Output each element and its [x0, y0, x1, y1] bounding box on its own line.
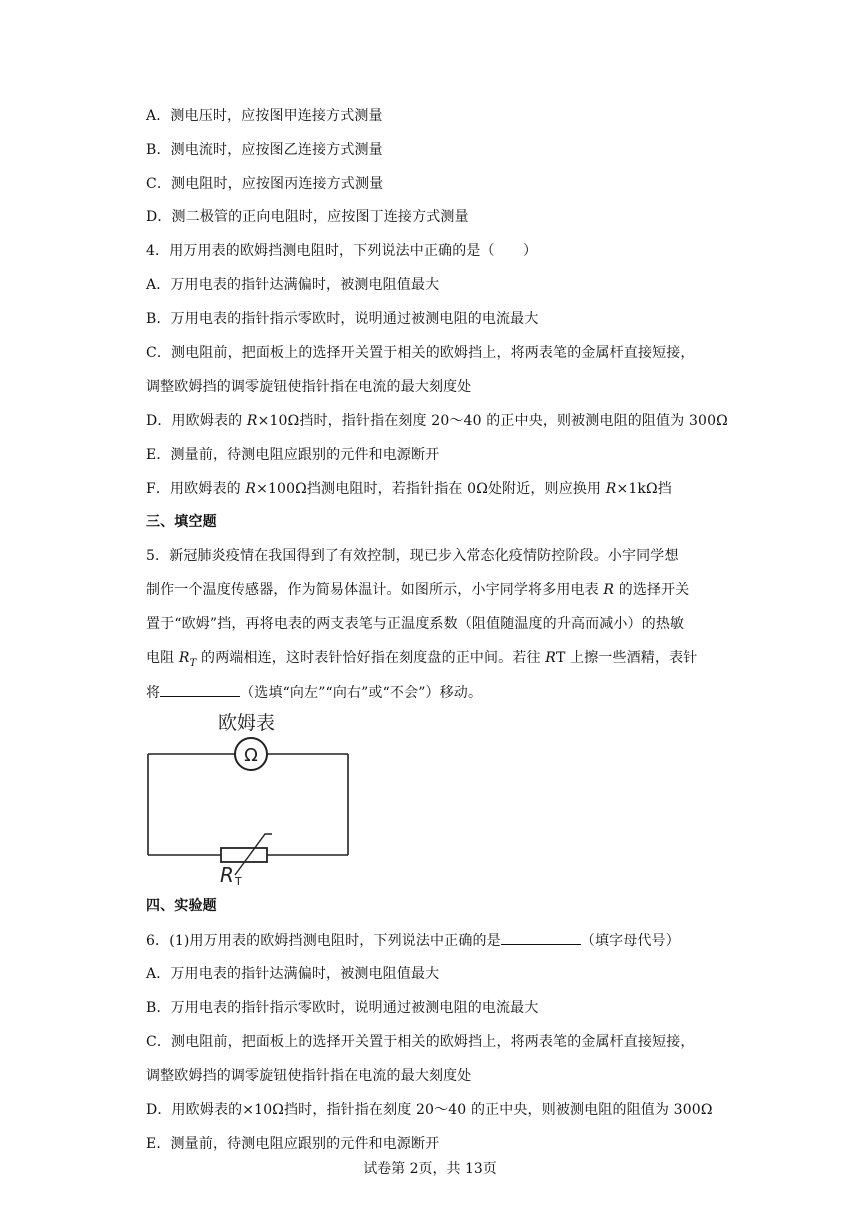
q4-option-a: A．万用电表的指针达满偏时，被测电阻值最大 — [146, 277, 440, 293]
q6-option-b: B．万用电表的指针指示零欧时，说明通过被测电阻的电流最大 — [146, 1000, 539, 1016]
q5-line1: 5．新冠肺炎疫情在我国得到了有效控制，现已步入常态化疫情防控阶段。小宇同学想 — [146, 548, 679, 564]
q5-line2: 制作一个温度传感器，作为简易体温计。如图所示，小宇同学将多用电表 R 的选择开关 — [146, 582, 690, 598]
ohm-symbol: Ω — [244, 745, 258, 766]
q6-stem: 6．(1)用万用表的欧姆挡测电阻时，下列说法中正确的是 （填字母代号） — [146, 930, 680, 951]
q3-option-b: B．测电流时，应按图乙连接方式测量 — [146, 142, 383, 158]
thermistor-label-sub: T — [235, 875, 242, 888]
page-footer: 试卷第 2页，共 13页 — [363, 1161, 497, 1177]
q4-option-b: B．万用电表的指针指示零欧时，说明通过被测电阻的电流最大 — [146, 311, 539, 327]
section-experiment-heading: 四、实验题 — [146, 898, 217, 914]
q6-option-d: D．用欧姆表的×10Ω挡时，指针指在刻度 20～40 的正中央，则被测电阻的阻值为 300Ω — [146, 1102, 713, 1118]
q4-option-c-line2: 调整欧姆挡的调零旋钮使指针指在电流的最大刻度处 — [146, 379, 472, 395]
q6-answer-blank[interactable] — [501, 930, 581, 945]
q3-option-c: C．测电阻时，应按图丙连接方式测量 — [146, 176, 384, 192]
q4-stem: 4．用万用表的欧姆挡测电阻时，下列说法中正确的是（ ） — [146, 243, 538, 259]
q5-line3: 置于“欧姆”挡，再将电表的两支表笔与正温度系数（阻值随温度的升高而减小）的热敏 — [146, 616, 685, 632]
circuit-diagram — [140, 705, 360, 890]
thermistor-label: R — [220, 863, 234, 887]
q4-option-f: F．用欧姆表的 R×100Ω挡测电阻时，若指针指在 0Ω处附近，则应换用 R×1kΩ挡 — [146, 481, 672, 497]
meter-label: 欧姆表 — [218, 712, 276, 734]
q5-line5: 将 （选填“向左”“向右”或“不会”）移动。 — [146, 682, 482, 703]
q6-option-e: E．测量前，待测电阻应跟别的元件和电源断开 — [146, 1136, 440, 1152]
q6-option-a: A．万用电表的指针达满偏时，被测电阻值最大 — [146, 966, 440, 982]
q6-option-c-line1: C．测电阻前，把面板上的选择开关置于相关的欧姆挡上，将两表笔的金属杆直接短接， — [146, 1034, 695, 1050]
section-fill-in-heading: 三、填空题 — [146, 514, 217, 530]
q4-option-d: D．用欧姆表的 R×10Ω挡时，指针指在刻度 20～40 的正中央，则被测电阻的阻值为 300Ω — [146, 413, 728, 429]
q4-option-e: E．测量前，待测电阻应跟别的元件和电源断开 — [146, 447, 440, 463]
q5-line4: 电阻 $R_T$ 的两端相连，这时表针恰好指在刻度盘的正中间。若往 RT 上擦一些酒精，表针 — [146, 650, 698, 669]
q6-option-c-line2: 调整欧姆挡的调零旋钮使指针指在电流的最大刻度处 — [146, 1068, 472, 1084]
q3-option-d: D．测二极管的正向电阻时，应按图丁连接方式测量 — [146, 209, 469, 225]
thermistor-symbol — [221, 848, 267, 862]
q3-option-a: A．测电压时，应按图甲连接方式测量 — [146, 108, 383, 124]
q5-answer-blank[interactable] — [160, 682, 240, 697]
q4-option-c-line1: C．测电阻前，把面板上的选择开关置于相关的欧姆挡上，将两表笔的金属杆直接短接， — [146, 345, 695, 361]
